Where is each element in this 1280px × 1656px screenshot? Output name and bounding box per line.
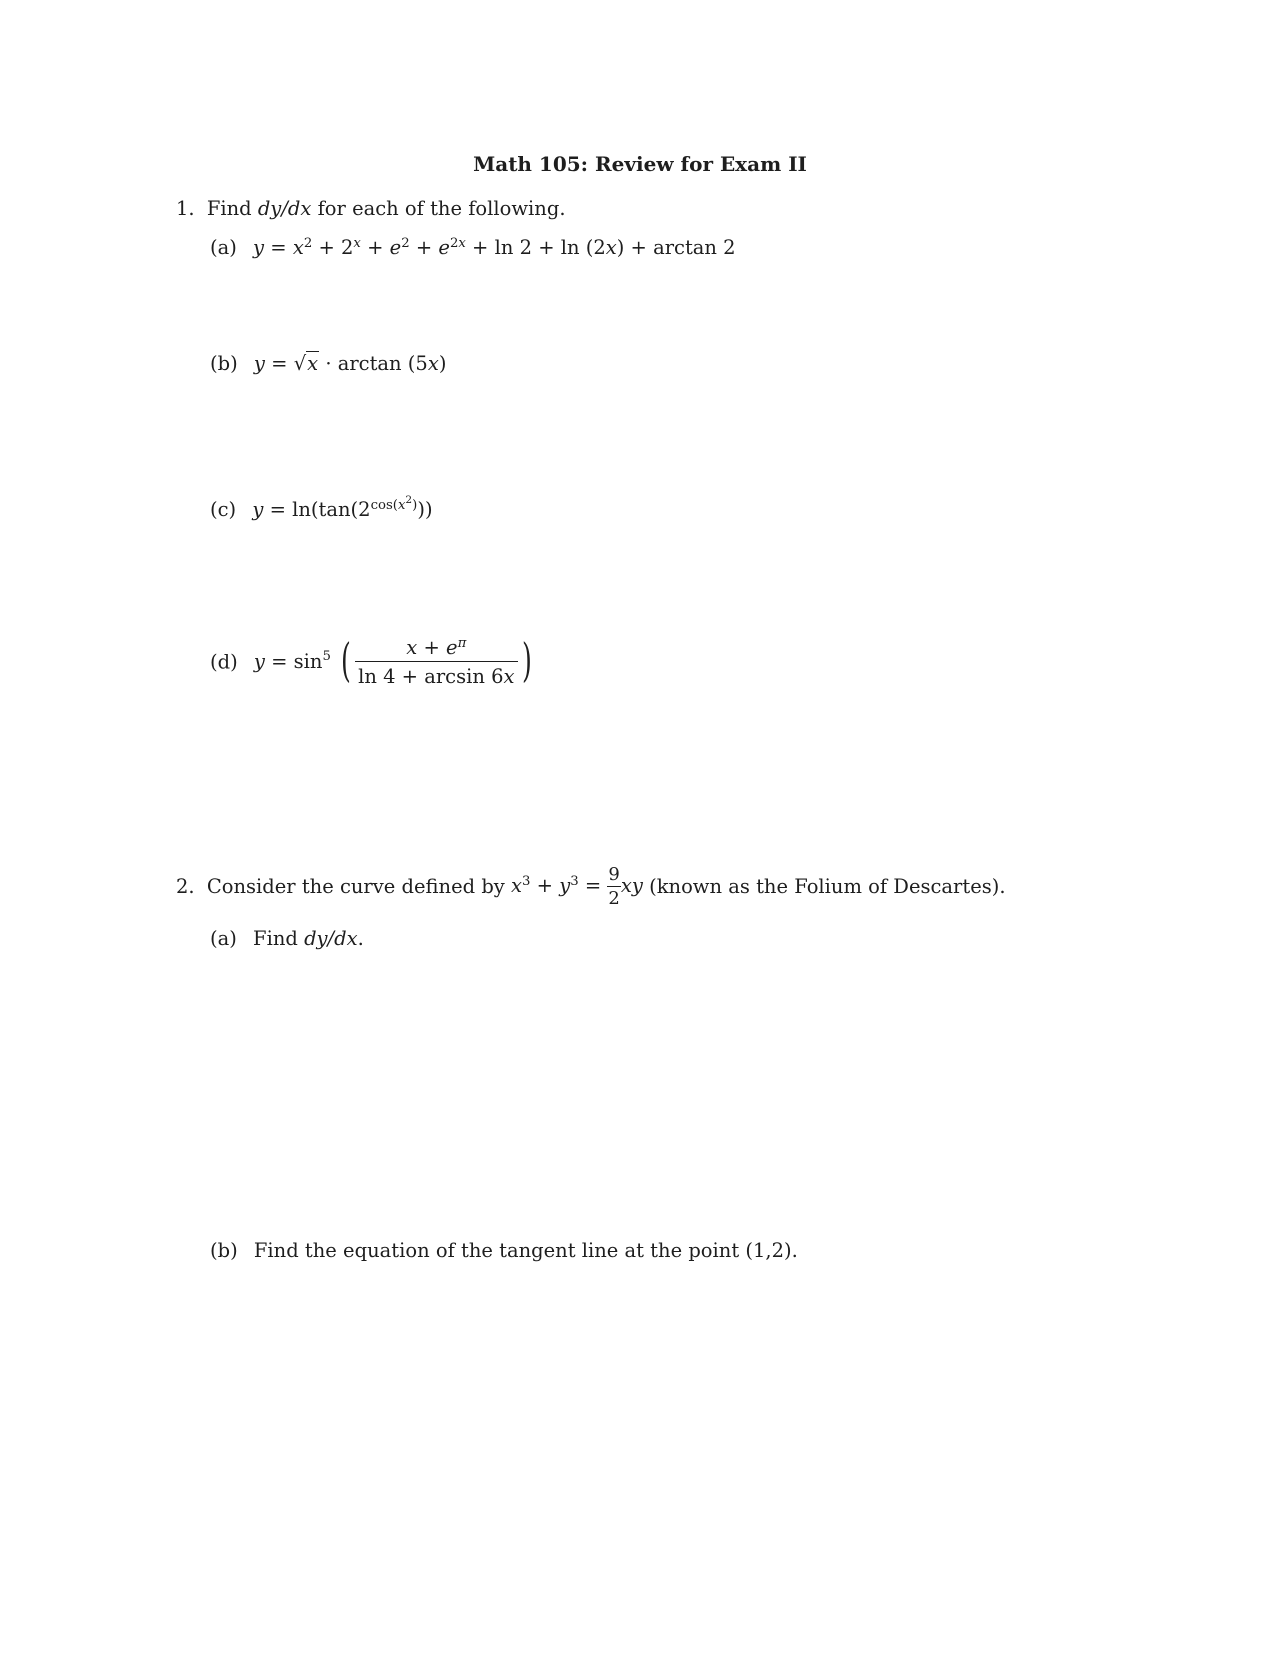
question-2-prompt: 2. Consider the curve defined by $x^3 + y^3$ = $\frac{9}{2}$ xy (known as the Folium of Descartes). [176,864,1006,909]
question-1a [210,235,736,259]
equation-1d: $y = \sin^5$ ( $\frac{x + e^\pi}{\ln 4 + \arcsin 6x}$ ) [253,633,532,688]
part-label-1d: (d) [210,650,238,674]
part-label-1b: (b) [210,352,238,375]
part-label-2a: (a) [210,927,237,950]
equation-1c: $y = \ln(\tan(2^{cos(x^2)}))$ [252,494,433,521]
question-1b [210,354,446,374]
question-2-number: 2. [176,875,195,898]
question-2a: (a) Find dy/dx. [210,927,364,950]
question-1-prompt: 1. Find dy/dx for each of the following. [176,197,566,220]
equation-1a: $y = x^2 + 2^x + e^2 + e^{2x} + \ln 2 + \ln (2x) + \arctan 2$ [253,235,736,259]
right-paren: ) [521,633,532,687]
equation-folium: $x^3 + y^3$ = $\frac{9}{2}$ xy [511,864,643,909]
question-1c [210,494,433,521]
question-1d [210,633,535,688]
left-paren: ( [341,633,352,687]
sqrt-symbol: √x [293,352,319,375]
part-label-1a: (a) [210,236,237,259]
question-1-number: 1. [176,197,195,220]
equation-1b: y = √x · arctan (5x) [253,352,447,375]
part-label-2b: (b) [210,1239,238,1262]
fraction-1d: $\frac{x + e^\pi}{\ln 4 + \arcsin 6x}$ [355,636,517,688]
question-2b: (b) Find the equation of the tangent line at the point (1,2). [210,1239,798,1262]
part-label-1c: (c) [210,498,237,521]
page-title: Math 105: Review for Exam II [473,152,807,176]
